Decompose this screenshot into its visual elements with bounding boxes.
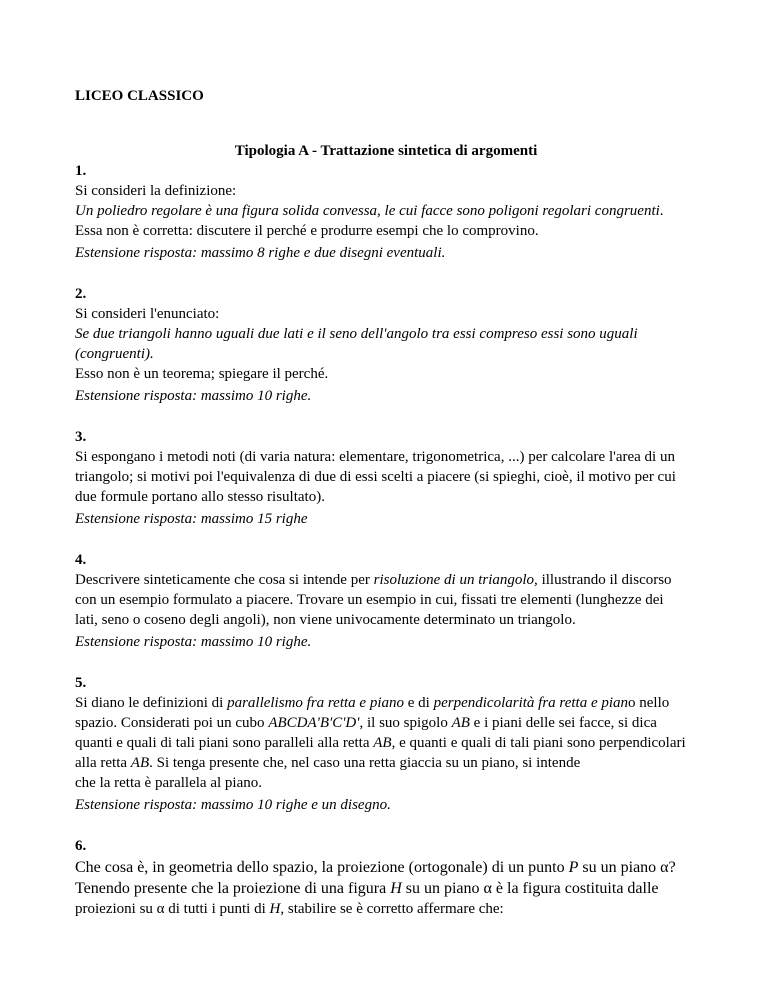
- question-text: Descrivere sinteticamente che cosa si intende per risoluzione di un triangolo, illustrando il discorso: [75, 572, 672, 588]
- question-6: [75, 836, 697, 920]
- question-text: Si espongano i metodi noti (di varia natura: elementare, trigonometrica, ...) per calcolare l'area di un: [75, 449, 675, 465]
- question-text: lati, seno o coseno degli angoli), non viene univocamente determinato un triangolo.: [75, 612, 576, 628]
- question-text: Essa non è corretta: discutere il perché e produrre esempi che lo comprovino.: [75, 223, 539, 239]
- question-text: Un poliedro regolare è una figura solida convessa, le cui facce sono poligoni regolari congruenti.: [75, 203, 664, 219]
- question-number: 1.: [75, 163, 87, 179]
- statement-text: Se due triangoli hanno uguali due lati e il seno dell'angolo tra essi compreso essi sono uguali: [75, 326, 638, 342]
- question-text: Tenendo presente che la proiezione di una figura H su un piano α è la figura costituita dalle: [75, 880, 659, 897]
- question-2: [75, 284, 697, 384]
- question-text: due formule portano allo stesso risultato).: [75, 489, 325, 505]
- question-number: 5.: [75, 675, 87, 691]
- statement-text: (congruenti).: [75, 346, 154, 362]
- extension-note: Estensione risposta: massimo 10 righe.: [75, 634, 312, 650]
- question-4: [75, 550, 697, 630]
- definition-text: Un poliedro regolare è una figura solida convessa, le cui facce sono poligoni regolari congruenti: [75, 203, 660, 219]
- school-heading: LICEO CLASSICO: [75, 88, 204, 104]
- question-text: Si consideri l'enunciato:: [75, 306, 220, 322]
- question-text: Si diano le definizioni di parallelismo fra retta e piano e di perpendicolarità fra retta e piano nello: [75, 695, 670, 711]
- question-text: Che cosa è, in geometria dello spazio, la proiezione (ortogonale) di un punto P su un piano α?: [75, 859, 676, 876]
- question-text: alla retta AB. Si tenga presente che, nel caso una retta giaccia su un piano, si intende: [75, 755, 581, 771]
- question-1: [75, 161, 697, 241]
- extension-note: Estensione risposta: massimo 10 righe e un disegno.: [75, 797, 391, 813]
- question-number: 4.: [75, 552, 87, 568]
- question-5: [75, 673, 697, 793]
- tipologia-heading: Tipologia A - Trattazione sintetica di argomenti: [234, 143, 538, 159]
- question-text: triangolo; si motivi poi l'equivalenza di due di essi scelti a piacere (si spieghi, cioè, il motivo per cui: [75, 469, 676, 485]
- question-text: con un esempio formulato a piacere. Trovare un esempio in cui, fissati tre elementi (lunghezze dei: [75, 592, 664, 608]
- question-number: 3.: [75, 429, 87, 445]
- question-text: spazio. Considerati poi un cubo ABCDA'B'C'D', il suo spigolo AB e i piani delle sei facce, si dica: [75, 715, 657, 731]
- extension-note: Estensione risposta: massimo 10 righe.: [75, 388, 312, 404]
- question-text: quanti e quali di tali piani sono paralleli alla retta AB, e quanti e quali di tali piani sono perpendicolari: [75, 735, 686, 751]
- question-text: Esso non è un teorema; spiegare il perché.: [75, 366, 329, 382]
- extension-note: Estensione risposta: massimo 15 righe: [75, 511, 308, 527]
- question-number: 6.: [75, 838, 87, 854]
- question-text: che la retta è parallela al piano.: [75, 775, 262, 791]
- question-text: proiezioni su α di tutti i punti di H, stabilire se è corretto affermare che:: [75, 901, 504, 917]
- question-text: Si consideri la definizione:: [75, 183, 237, 199]
- question-number: 2.: [75, 286, 87, 302]
- extension-note: Estensione risposta: massimo 8 righe e due disegni eventuali.: [75, 245, 446, 261]
- question-3: [75, 427, 697, 507]
